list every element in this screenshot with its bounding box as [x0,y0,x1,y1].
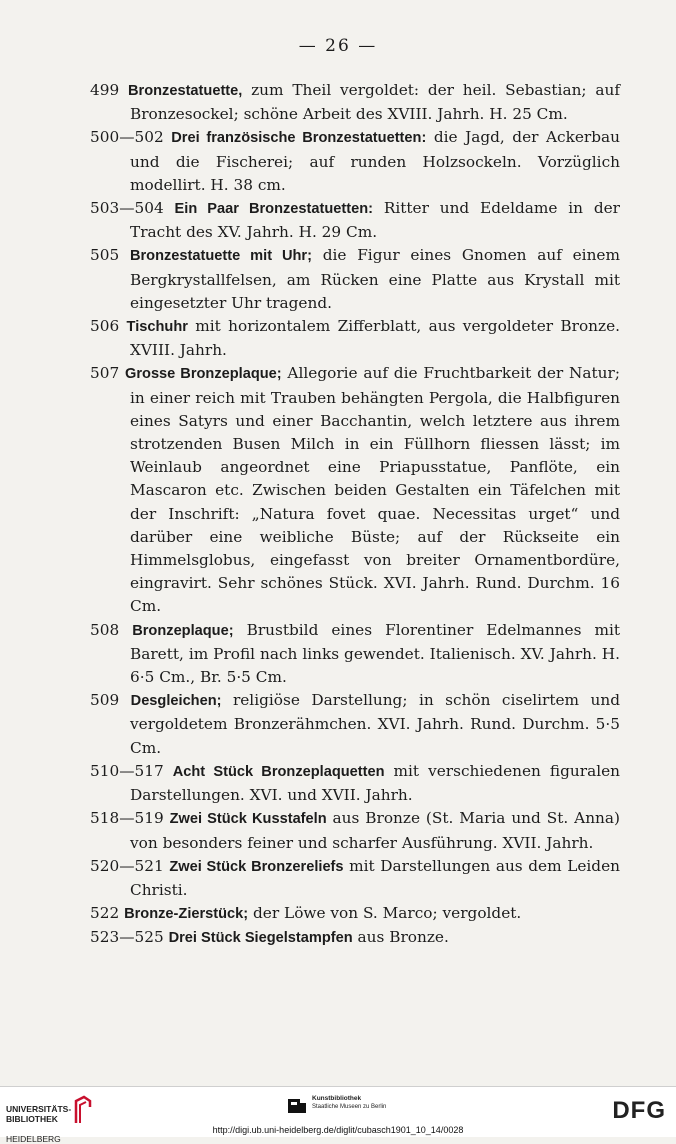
kunstbibliothek-title: Kunstbibliothek [312,1095,362,1102]
entry-title: Acht Stück Bronzeplaquetten [172,763,385,780]
entry-number: 505 [90,246,120,265]
entry-body: aus Bronze. [352,928,449,947]
catalog-entry-518 [90,807,620,854]
entry-title: Zwei Stück Kusstafeln [169,811,327,828]
entry-title: Bronzestatuette, [128,83,243,99]
catalog-entry-523 [90,926,620,950]
entry-body: Allegorie auf die Fruchtbarkeit der Natur; in einer reich mit Trauben behängten Pergola, die Halbfiguren eines Satyrs und einer Bacchantin, welch letztere aus ihrem strotzenden Busen Milch in ein Füllhorn fliessen lässt; im Weinlaub angeordnet eine Priapusstatue, Panflöte, ein Mascaron etc. Zwischen beiden Gestalten ein Täfelchen mit der Inschrift: „Natura fovet quae. Necessitas urget“ und darüber eine weibliche Büste; auf der Rückseite ein Himmelsglobus, eingefasst von breiter Ornamentbordüre, eingravirt. Sehr schönes Stück. XVI. Jahrh. Rund. Durchm. 16 Cm. [130,364,620,616]
entry-title: Bronzestatuette mit Uhr; [129,248,312,265]
catalog-entry-500 [90,126,620,197]
university-library-city: HEIDELBERG [6,1134,61,1144]
catalog-entry-506 [90,315,620,362]
entry-title: Grosse Bronzeplaque; [125,366,282,383]
university-emblem-icon [72,1095,94,1125]
entry-body: mit horizontalem Zifferblatt, aus vergoldeter Bronze. XVIII. Jahrh. [130,317,620,360]
entry-number: 520—521 [90,856,164,875]
entry-body: religiöse Darstellung; in schön ciselirtem und vergoldetem Bronzerähmchen. XVI. Jahrh. Rund. Durchm. 5·5 Cm. [130,691,620,757]
catalog-entry-520 [90,855,620,902]
entry-body: die Jagd, der Ackerbau und die Fischerei; auf runden Holzsockeln. Vorzüglich modellirt. H. 38 cm. [130,128,620,194]
dfg-logo[interactable]: DFG [612,1097,666,1124]
entry-number: 509 [90,691,120,710]
catalog-entry-508 [90,619,620,690]
entry-body: Brustbild eines Florentiner Edelmannes mit Barett, im Profil nach links gewendet. Italienisch. XV. Jahrh. H. 6·5 Cm., Br. 5·5 Cm. [130,620,620,687]
entry-title: Drei Stück Siegelstampfen [168,930,353,947]
entry-body: der Löwe von S. Marco; vergoldet. [248,904,522,923]
catalog-entry-522 [90,902,620,926]
entry-number: 518—519 [90,809,164,828]
entry-number: 508 [90,620,120,639]
entry-title: Zwei Stück Bronzereliefs [169,858,344,875]
page-number: — 26 — [298,36,378,56]
catalog-entry-503 [90,197,620,244]
entry-body: zum Theil vergoldet: der heil. Sebastian; auf Bronzesockel; schöne Arbeit des XVIII. Jahrh. H. 25 Cm. [130,81,620,124]
entry-body: Ritter und Edeldame in der Tracht des XV. Jahrh. H. 29 Cm. [130,199,620,242]
entry-number: 500—502 [90,128,164,147]
entry-number: 503—504 [90,199,164,218]
kunstbibliothek-text[interactable] [312,1095,386,1111]
entry-number: 522 [90,904,120,923]
catalog-entry-510 [90,760,620,807]
catalog-entry-507 [90,362,620,618]
entry-number: 507 [90,364,120,383]
entry-number: 510—517 [90,761,164,780]
kunstbibliothek-logo-icon [288,1099,306,1113]
entry-title: Drei französische Bronzestatuetten: [171,130,427,147]
entry-title: Desgleichen; [130,693,222,710]
entry-number: 506 [90,317,120,336]
entry-body: mit verschiedenen figuralen Darstellungen. XVI. und XVII. Jahrh. [130,761,620,805]
university-library-logo[interactable] [6,1094,71,1144]
entry-body: mit Darstellungen aus dem Leiden Christi. [130,856,620,899]
entry-title: Bronze-Zierstück; [124,906,249,923]
entry-body: aus Bronze (St. Maria und St. Anna) von besonders feiner und scharfer Ausführung. XVII. Jahrh. [130,809,620,852]
entry-number: 499 [90,81,120,99]
catalog-entry-509 [90,689,620,760]
catalog-entry-505 [90,244,620,315]
entry-body: die Figur eines Gnomen auf einem Bergkrystallfelsen, am Rücken eine Platte aus Krystall mit eingesetzter Uhr tragend. [130,246,620,312]
entry-number: 523—525 [90,928,164,947]
entry-title: Tischuhr [126,319,188,336]
kunstbibliothek-subtitle: Staatliche Museen zu Berlin [312,1104,387,1110]
source-url[interactable]: http://digi.ub.uni-heidelberg.de/diglit/cubasch1901_10_14/0028 [212,1125,464,1135]
entry-title: Bronzeplaque; [132,622,234,639]
catalog-entries [90,79,620,951]
entry-title: Ein Paar Bronzestatuetten: [174,201,373,218]
catalog-entry-499 [90,79,620,126]
university-library-name: UNIVERSITÄTS- BIBLIOTHEK [6,1104,72,1124]
